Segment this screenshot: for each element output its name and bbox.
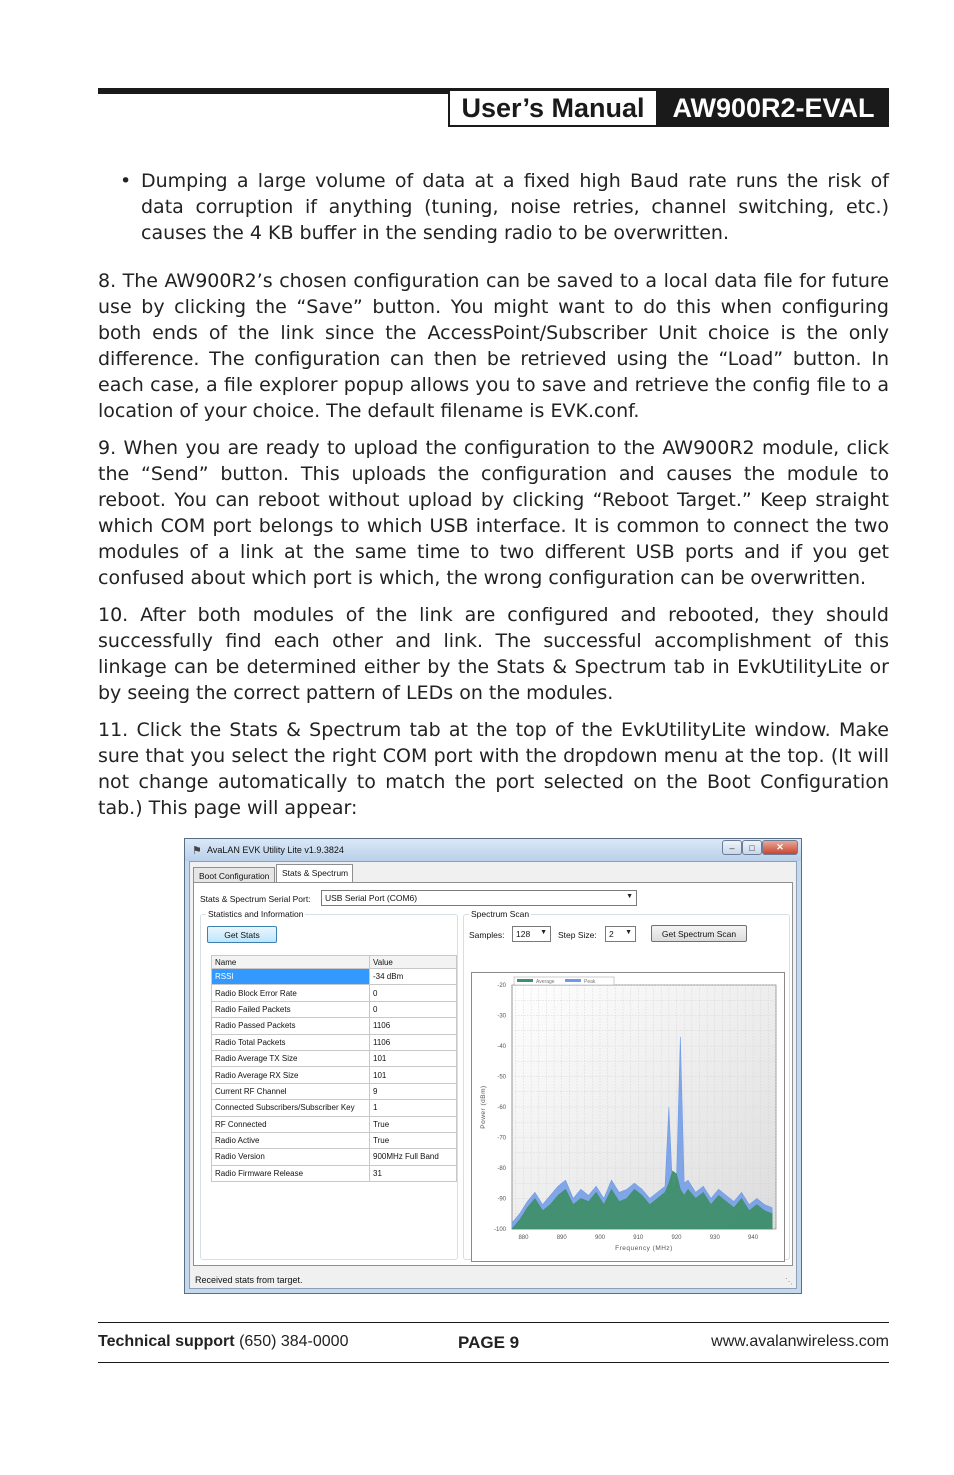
paragraph-9: 9. When you are ready to upload the configuration to the AW900R2 module, click the “Send” button. This uploads the configuration and causes the module to reboot. You can reboot without upload by clicking “Reboot Target.” Keep straight which COM port belongs to which USB interface. It is common to connect the two modules of a link at the same time to two different USB ports and if you get confused about which port is which, the wrong configuration can be overwritten.	[98, 437, 889, 589]
y-tick-label: -60	[497, 1105, 506, 1111]
y-tick-label: -80	[497, 1166, 506, 1172]
minimize-button[interactable]	[722, 840, 742, 855]
status-bar	[189, 1271, 797, 1289]
app-icon: ⚑	[192, 845, 202, 857]
table-row[interactable]	[212, 1067, 457, 1083]
row-name: Current RF Channel	[212, 1083, 370, 1099]
y-tick-label: -40	[497, 1044, 506, 1050]
table-row[interactable]	[212, 1050, 457, 1066]
y-tick-label: -70	[497, 1135, 506, 1142]
samples-label: Samples:	[469, 930, 505, 940]
step-size-dropdown[interactable]	[605, 926, 636, 942]
legend-label: Average	[536, 979, 555, 985]
minimize-icon: –	[729, 842, 735, 853]
stats-spectrum-pane	[193, 882, 793, 1266]
spectrum-chart	[472, 973, 784, 1261]
support-label: Technical support	[98, 1333, 235, 1350]
legend-label: Peak	[584, 979, 596, 985]
table-row[interactable]	[212, 1100, 457, 1116]
spectrum-group	[463, 909, 790, 1260]
table-row[interactable]	[212, 1001, 457, 1017]
x-tick-label: 890	[556, 1235, 567, 1241]
row-value: True	[370, 1132, 457, 1148]
window-client	[189, 861, 797, 1289]
table-row[interactable]	[212, 1165, 457, 1181]
tab-boot-configuration[interactable]: Boot Configuration	[193, 867, 275, 883]
serial-port-dropdown[interactable]	[321, 890, 637, 906]
table-row[interactable]	[212, 1018, 457, 1034]
legend	[514, 977, 614, 985]
row-value: 101	[370, 1050, 457, 1066]
x-tick-label: 910	[633, 1235, 644, 1241]
status-text: Received stats from target.	[195, 1275, 303, 1285]
chevron-down-icon: ▼	[626, 893, 633, 900]
row-name: Radio Total Packets	[212, 1034, 370, 1050]
table-row[interactable]	[212, 1132, 457, 1148]
x-tick-label: 900	[594, 1235, 606, 1241]
row-value: 0	[370, 1001, 457, 1017]
maximize-button[interactable]	[742, 840, 762, 855]
row-name: Radio Average RX Size	[212, 1067, 370, 1083]
spectrum-chart-frame	[471, 972, 785, 1262]
header-manual-label: User’s Manual	[448, 89, 658, 127]
legend-swatch	[517, 979, 533, 982]
row-name: Radio Average TX Size	[212, 1050, 370, 1066]
statistics-group	[200, 909, 458, 1260]
row-value: -34 dBm	[370, 969, 457, 985]
y-tick-label: -100	[493, 1227, 506, 1233]
bullet-item	[120, 168, 889, 246]
samples-dropdown[interactable]	[512, 926, 551, 942]
y-tick-label: -90	[497, 1196, 506, 1203]
column-header-value: Value	[370, 956, 457, 969]
row-value: 9	[370, 1083, 457, 1099]
window-titlebar	[185, 839, 801, 861]
table-header-row	[212, 956, 457, 969]
table-row[interactable]	[212, 969, 457, 985]
row-value: 1	[370, 1100, 457, 1116]
resize-grip-icon[interactable]: ⋱	[785, 1277, 793, 1286]
chevron-down-icon: ▼	[540, 929, 547, 936]
row-name: RF Connected	[212, 1116, 370, 1132]
window-title: AvaLAN EVK Utility Lite v1.9.3824	[207, 845, 344, 855]
table-row[interactable]	[212, 985, 457, 1001]
row-name: Radio Block Error Rate	[212, 985, 370, 1001]
x-tick-label: 920	[671, 1235, 682, 1241]
footer-support	[98, 1333, 348, 1351]
page-number: PAGE 9	[458, 1333, 520, 1352]
get-spectrum-scan-button[interactable]: Get Spectrum Scan	[651, 925, 747, 942]
maximize-icon: □	[749, 842, 755, 853]
y-axis-label: Power (dBm)	[480, 1085, 487, 1129]
statistics-group-label: Statistics and Information	[208, 909, 304, 919]
bullet-dot: •	[120, 170, 132, 192]
row-name: Connected Subscribers/Subscriber Key	[212, 1100, 370, 1116]
table-row[interactable]	[212, 1116, 457, 1132]
header-model-label: AW900R2-EVAL	[658, 89, 889, 127]
table-row[interactable]	[212, 1149, 457, 1165]
samples-value: 128	[516, 929, 531, 939]
support-phone: (650) 384-0000	[239, 1333, 349, 1350]
close-button[interactable]	[762, 840, 798, 855]
row-name: Radio Passed Packets	[212, 1018, 370, 1034]
column-header-name: Name	[212, 956, 370, 969]
get-stats-button[interactable]: Get Stats	[207, 926, 277, 943]
legend-swatch	[565, 979, 581, 982]
bullet-text: Dumping a large volume of data at a fixed high Baud rate runs the risk of data corruption if anything (tuning, noise retries, channel switching, etc.) causes the 4 KB buffer in the sending radio to be overwritten.	[141, 170, 889, 244]
spectrum-group-label: Spectrum Scan	[471, 909, 530, 919]
row-value: 101	[370, 1067, 457, 1083]
row-name: Radio Firmware Release	[212, 1165, 370, 1181]
y-tick-label: -50	[497, 1074, 506, 1081]
step-size-label: Step Size:	[558, 930, 597, 940]
stats-table	[211, 955, 457, 1182]
paragraph-10: 10. After both modules of the link are configured and rebooted, they should successfully find each other and link. The successful accomplishment of this linkage can be determined either by the Stats & Spectrum tab in EvkUtilityLite or by seeing the correct pattern of LEDs on the modules.	[98, 604, 889, 704]
step-size-value: 2	[609, 929, 614, 939]
x-tick-label: 930	[709, 1235, 720, 1241]
serial-port-value: USB Serial Port (COM6)	[325, 893, 418, 903]
row-name: Radio Active	[212, 1132, 370, 1148]
serial-port-label: Stats & Spectrum Serial Port:	[200, 894, 311, 904]
row-value: 900MHz Full Band	[370, 1149, 457, 1165]
app-window	[184, 838, 802, 1294]
y-tick-label: -30	[497, 1013, 506, 1020]
tab-stats-spectrum[interactable]: Stats & Spectrum	[276, 864, 353, 883]
x-tick-label: 940	[748, 1235, 759, 1241]
paragraph-8: 8. The AW900R2’s chosen configuration can be saved to a local data file for future use by clicking the “Save” button. You might want to do this when configuring both ends of the link since the AccessPoint/Subscriber Unit choice is the only difference. The configuration can then be retrieved using the “Load” button. In each case, a file explorer popup allows you to save and retrieve the config file to a location of your choice. The default filename is EVK.conf.	[98, 270, 889, 422]
row-name: RSSI	[212, 969, 370, 985]
x-axis-label: Frequency (MHz)	[615, 1245, 673, 1252]
row-value: 1106	[370, 1034, 457, 1050]
paragraph-11: 11. Click the Stats & Spectrum tab at the top of the EvkUtilityLite window. Make sure that you select the right COM port with the dropdown menu at the top. (It will not change automatically to match the port selected on the Boot Configuration tab.) This page will appear:	[98, 719, 889, 819]
row-value: True	[370, 1116, 457, 1132]
table-row[interactable]	[212, 1083, 457, 1099]
row-value: 0	[370, 985, 457, 1001]
row-name: Radio Version	[212, 1149, 370, 1165]
table-row[interactable]	[212, 1034, 457, 1050]
close-icon: ✕	[776, 842, 784, 852]
footer-bottom-rule	[98, 1362, 889, 1363]
row-value: 31	[370, 1165, 457, 1181]
footer-website[interactable]: www.avalanwireless.com	[711, 1333, 889, 1350]
footer-top-rule	[98, 1322, 889, 1323]
y-tick-label: -20	[497, 983, 506, 989]
x-tick-label: 880	[518, 1235, 529, 1241]
chevron-down-icon: ▼	[625, 929, 632, 936]
row-value: 1106	[370, 1018, 457, 1034]
row-name: Radio Failed Packets	[212, 1001, 370, 1017]
